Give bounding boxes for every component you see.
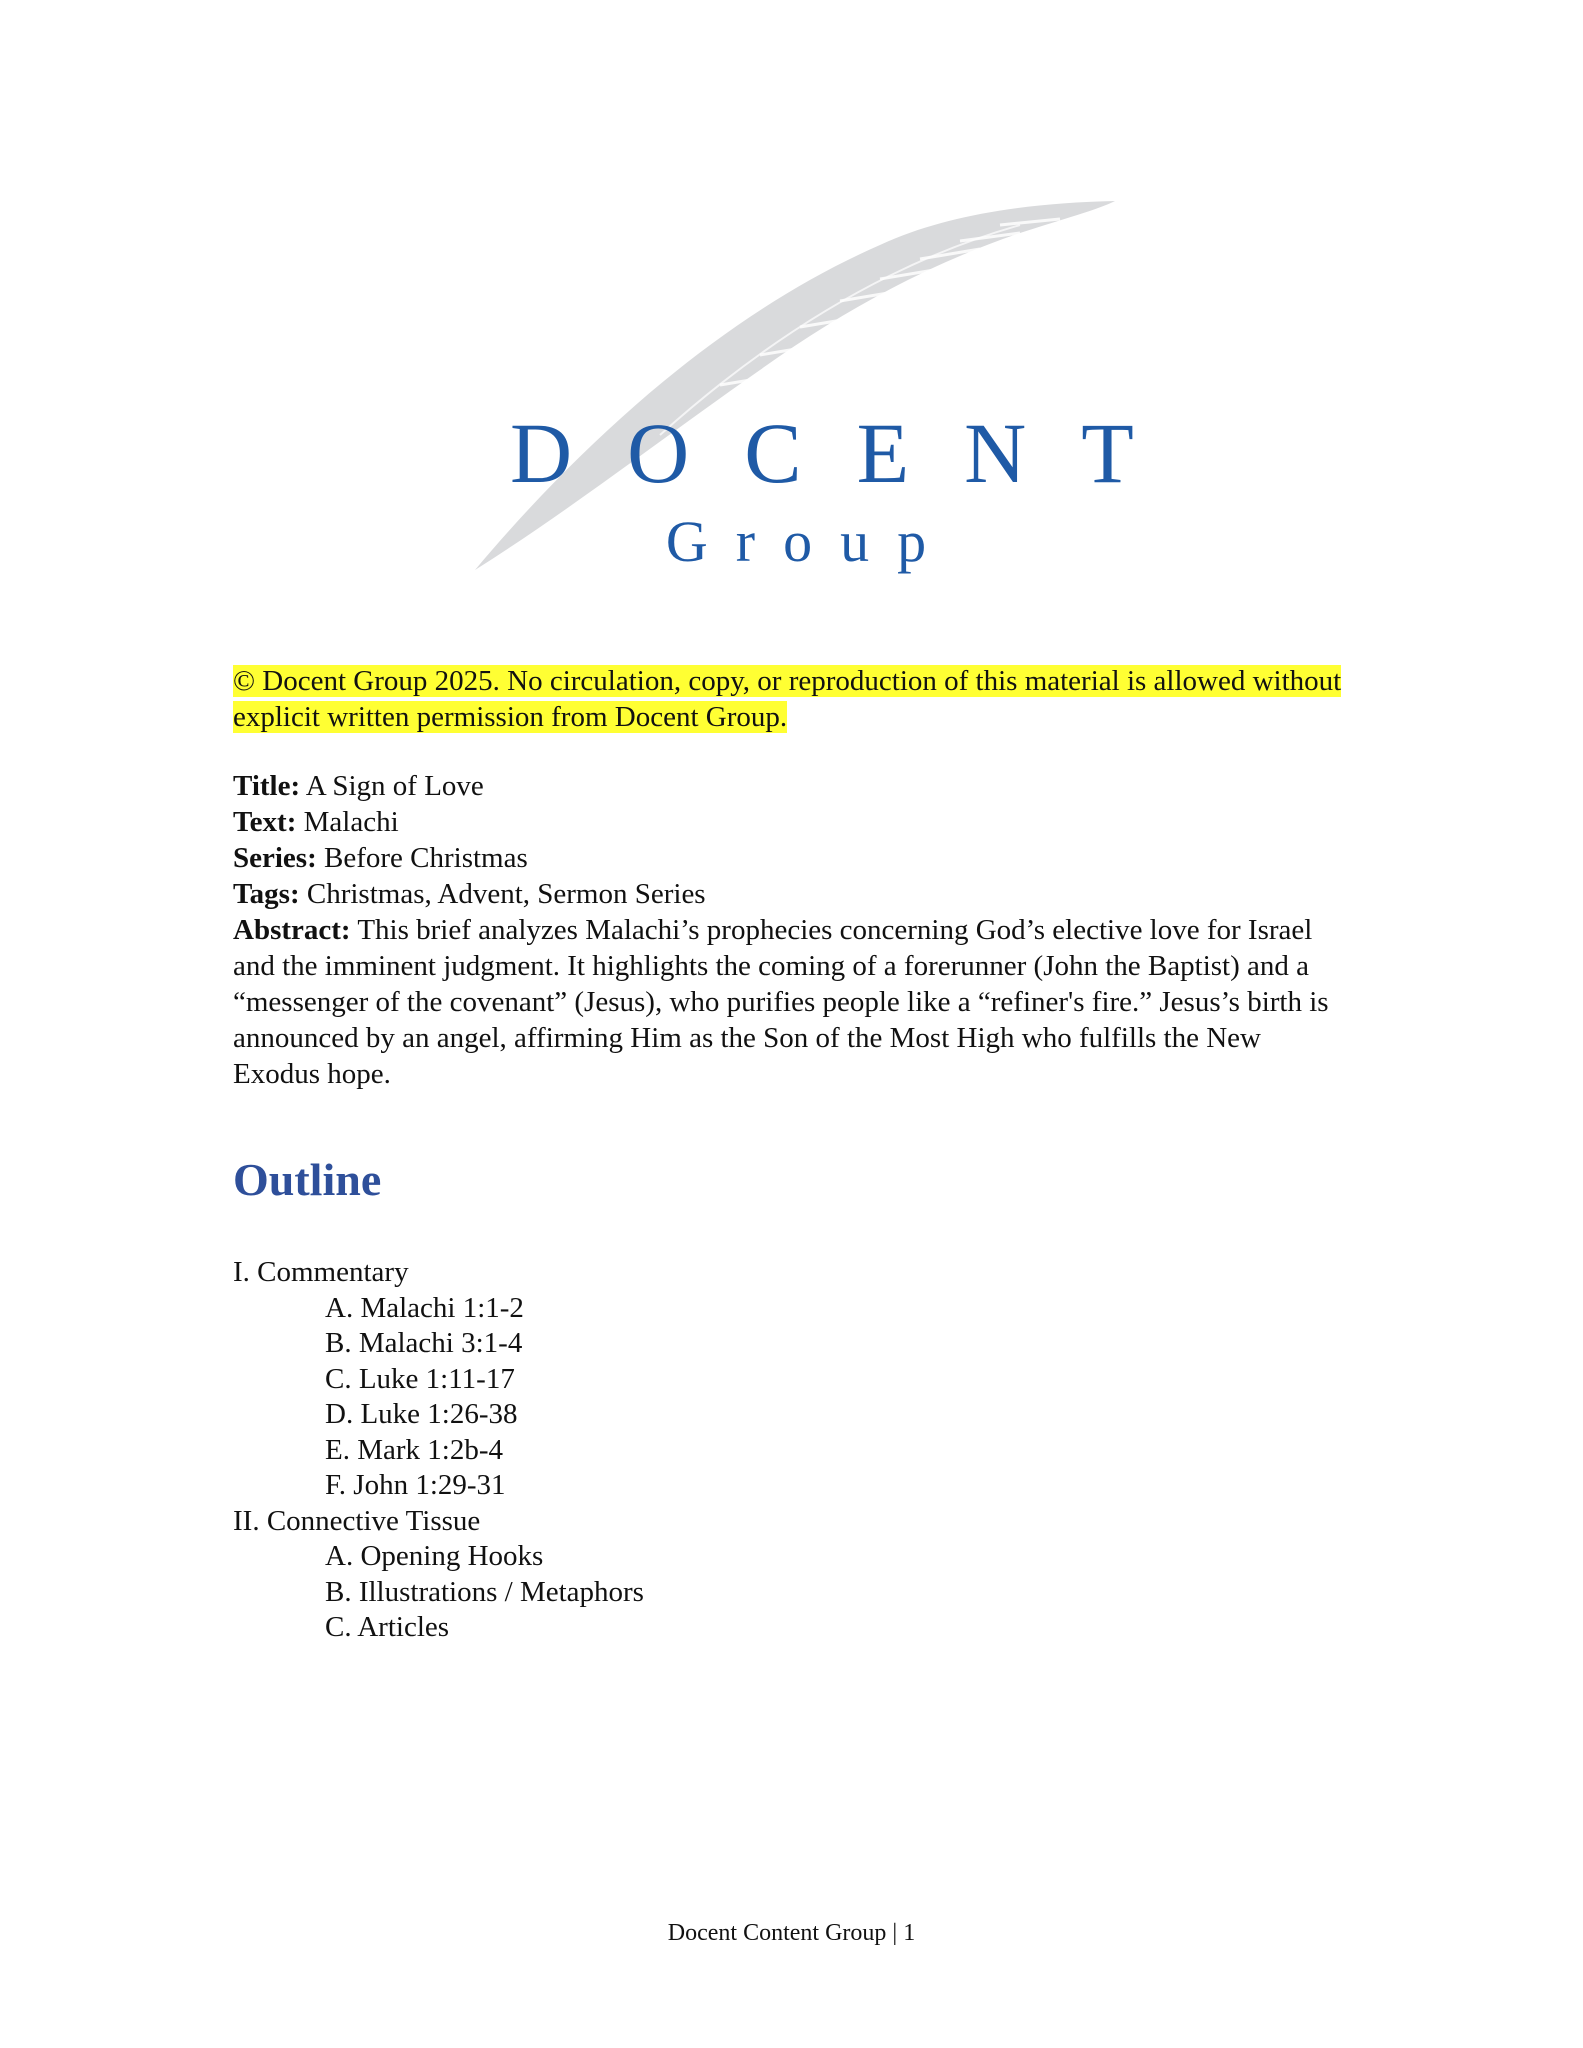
copyright-notice: [233, 663, 1373, 735]
outline-list: [233, 1255, 644, 1646]
outline-item: A. Malachi 1:1-2: [325, 1291, 524, 1324]
outline-section-connective-tissue: II. Connective Tissue: [233, 1504, 481, 1537]
logo-subtitle: Group: [665, 509, 955, 574]
abstract-label: Abstract:: [233, 914, 351, 946]
outline-section-commentary: I. Commentary: [233, 1256, 409, 1288]
copyright-text: © Docent Group 2025. No circulation, copy, or reproduction of this material is allowed without explicit written permission from Docent Group.: [233, 665, 1342, 733]
text-row: [233, 804, 1353, 840]
series-row: [233, 840, 1353, 876]
outline-item: A. Opening Hooks: [325, 1540, 544, 1572]
outline-item: F. John 1:29-31: [325, 1469, 506, 1501]
abstract-value: This brief analyzes Malachi’s prophecies concerning God’s elective love for Israel and the imminent judgment. It highlights the coming of a forerunner (John the Baptist) and a “messenger of the covenant” (Jesus), who purifies people like a “refiner's fire.” Jesus’s birth is announced by an angel, affirming Him as the Son of the Most High who fulfills the New Exodus hope.: [233, 914, 1329, 1090]
logo-wordmark: DOCENT: [510, 405, 1189, 501]
outline-item: C. Articles: [325, 1611, 450, 1643]
page-footer: Docent Content Group | 1: [667, 1920, 916, 1946]
text-value: Malachi: [303, 806, 399, 838]
outline-item: C. Luke 1:11-17: [325, 1362, 515, 1395]
outline-heading: Outline: [233, 1154, 382, 1205]
tags-row: [233, 876, 1353, 912]
tags-label: Tags:: [233, 878, 300, 910]
title-label: Title:: [233, 770, 301, 802]
document-metadata: [233, 768, 1353, 1092]
tags-value: Christmas, Advent, Sermon Series: [306, 878, 706, 910]
outline-item: D. Luke 1:26-38: [325, 1398, 518, 1430]
series-label: Series:: [233, 842, 317, 874]
outline-item: B. Illustrations / Metaphors: [325, 1575, 644, 1608]
abstract-row: [233, 912, 1353, 1092]
outline-item: B. Malachi 3:1-4: [325, 1327, 523, 1359]
text-label: Text:: [233, 806, 297, 838]
title-row: [233, 768, 1353, 804]
title-value: A Sign of Love: [305, 770, 484, 802]
outline-item: E. Mark 1:2b-4: [325, 1433, 503, 1466]
docent-logo: [460, 195, 1189, 595]
series-value: Before Christmas: [324, 842, 528, 874]
